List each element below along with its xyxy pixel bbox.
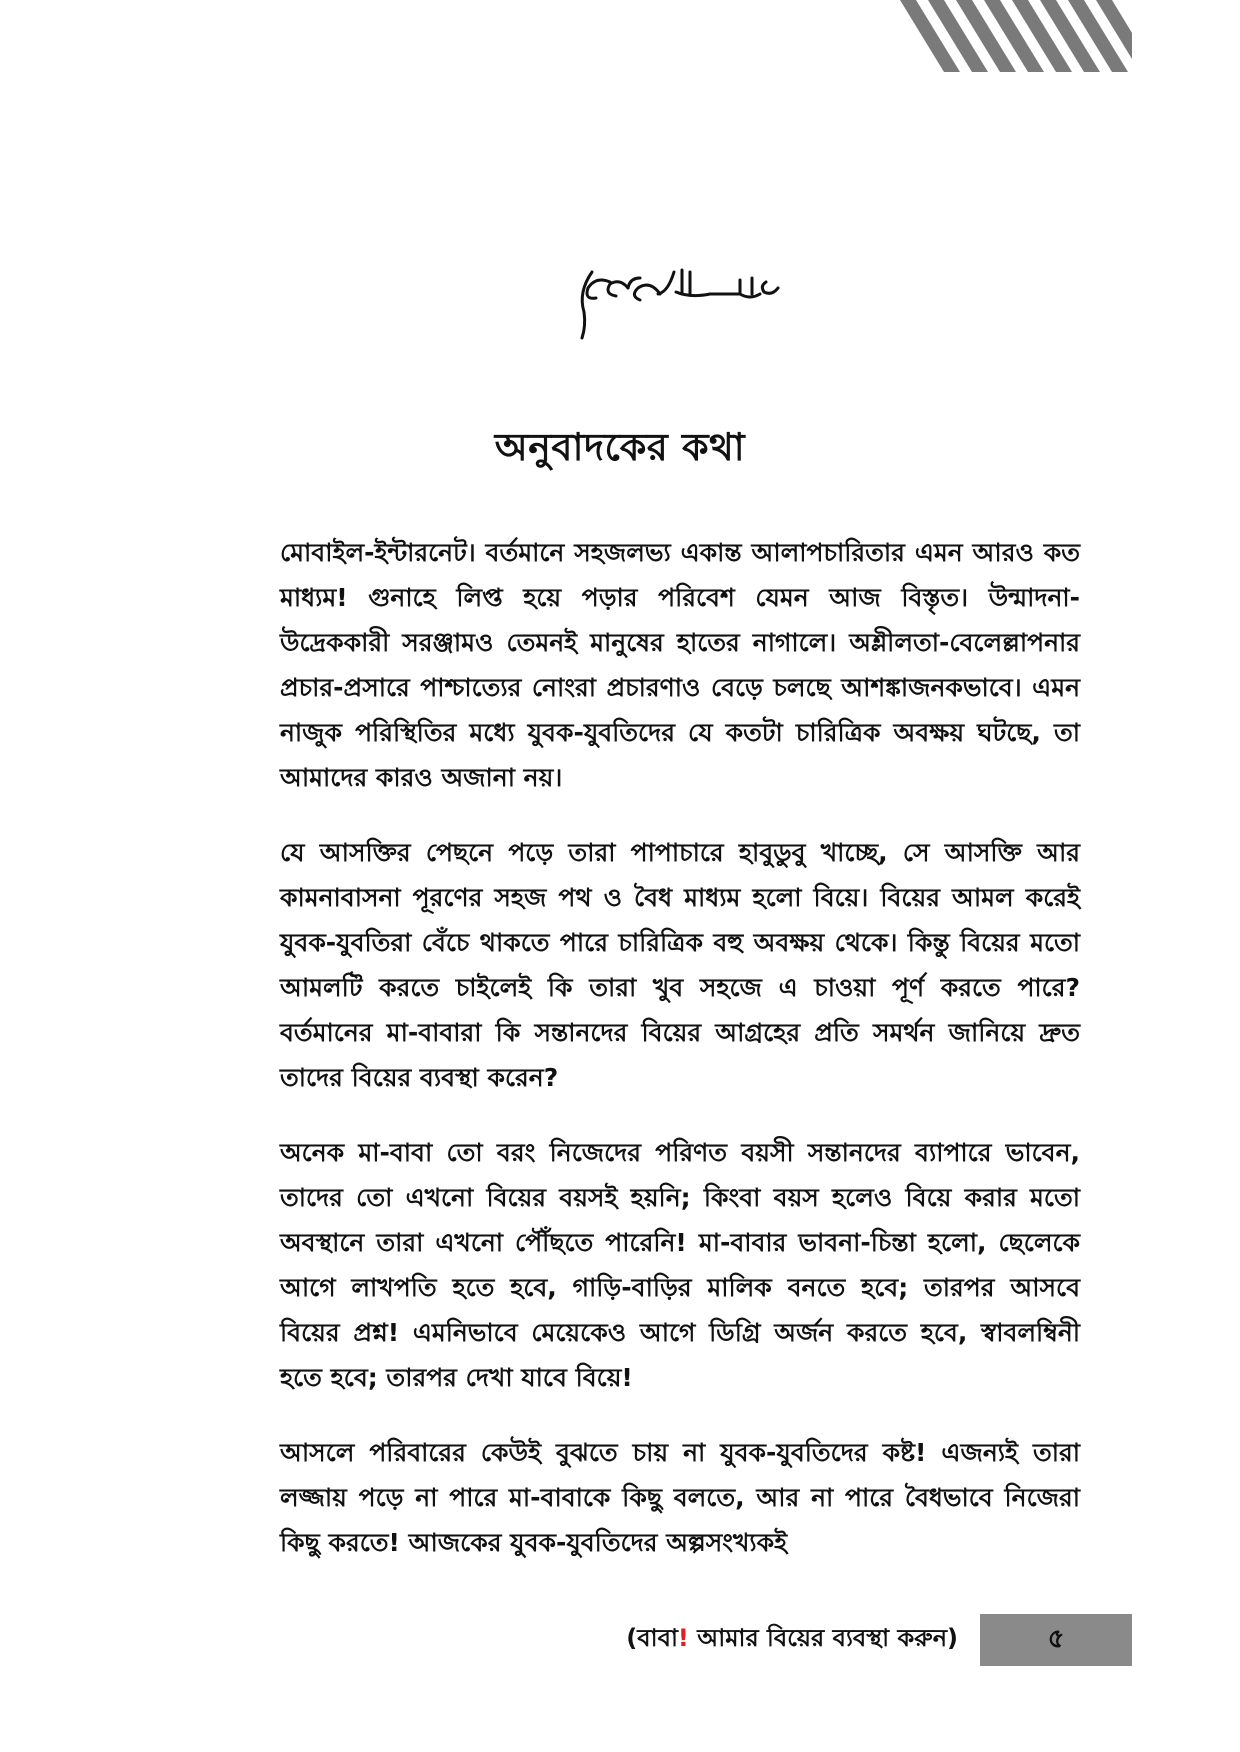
page-number-box [980,1614,1132,1666]
basmala-calligraphy [570,258,790,348]
running-footer-book-title [626,1620,958,1660]
paragraph-2: যে আসক্তির পেছনে পড়ে তারা পাপাচারে হাবুডুবু খাচ্ছে, সে আসক্তি আর কামনাবাসনা পূরণের সহজ পথ ও বৈধ মাধ্যম হলো বিয়ে। বিয়ের আমল করেই যুবক-যুবতিরা বেঁচে থাকতে পারে চারিত্রিক বহু অবক্ষয় থেকে। কিন্তু বিয়ের মতো আমলটি করতে চাইলেই কি তারা খুব সহজে এ চাওয়া পূর্ণ করতে পারে? বর্তমানের মা-বাবারা কি সন্তানদের বিয়ের আগ্রহের প্রতি সমর্থন জানিয়ে দ্রুত তাদের বিয়ের ব্যবস্থা করেন? [280,838,1080,1092]
book-title-exclamation: ! [677,1624,689,1652]
body-text [280,530,1080,1595]
paragraph-4: আসলে পরিবারের কেউই বুঝতে চায় না যুবক-যুবতিদের কষ্ট! এজন্যই তারা লজ্জায় পড়ে না পারে মা-বাবাকে কিছু বলতে, আর না পারে বৈধভাবে নিজেরা কিছু করতে! আজকের যুবক-যুবতিদের অল্পসংখ্যকই [280,1438,1080,1557]
paragraph-3: অনেক মা-বাবা তো বরং নিজেদের পরিণত বয়সী সন্তানদের ব্যাপারে ভাবেন, তাদের তো এখনো বিয়ের বয়সই হয়নি; কিংবা বয়স হলেও বিয়ে করার মতো অবস্থানে তারা এখনো পৌঁছতে পারেনি! মা-বাবার ভাবনা-চিন্তা হলো, ছেলেকে আগে লাখপতি হতে হবে, গাড়ি-বাড়ির মালিক বনতে হবে; তারপর আসবে বিয়ের প্রশ্ন! এমনিভাবে মেয়েকেও আগে ডিগ্রি অর্জন করতে হবে, স্বাবলম্বিনী হতে হবে; তারপর দেখা যাবে বিয়ে! [280,1138,1080,1392]
book-title-rest: আমার বিয়ের ব্যবস্থা করুন) [688,1624,958,1652]
corner-stripes-decoration [900,0,1132,72]
paragraph-1: মোবাইল-ইন্টারনেট। বর্তমানে সহজলভ্য একান্ত আলাপচারিতার এমন আরও কত মাধ্যম! গুনাহে লিপ্ত হয়ে পড়ার পরিবেশ যেমন আজ বিস্তৃত। উন্মাদনা-উদ্রেককারী সরঞ্জামও তেমনই মানুষের হাতের নাগালে। অশ্লীলতা-বেলেল্লাপনার প্রচার-প্রসারে পাশ্চাত্যের নোংরা প্রচারণাও বেড়ে চলছে আশঙ্কাজনকভাবে। এমন নাজুক পরিস্থিতির মধ্যে যুবক-যুবতিদের যে কতটা চারিত্রিক অবক্ষয় ঘটছে, তা আমাদের কারও অজানা নয়। [280,538,1080,792]
page-number: ৫ [1047,1624,1065,1654]
book-title-open: (বাবা [626,1624,678,1652]
page-title: অনুবাদকের কথা [494,425,746,469]
